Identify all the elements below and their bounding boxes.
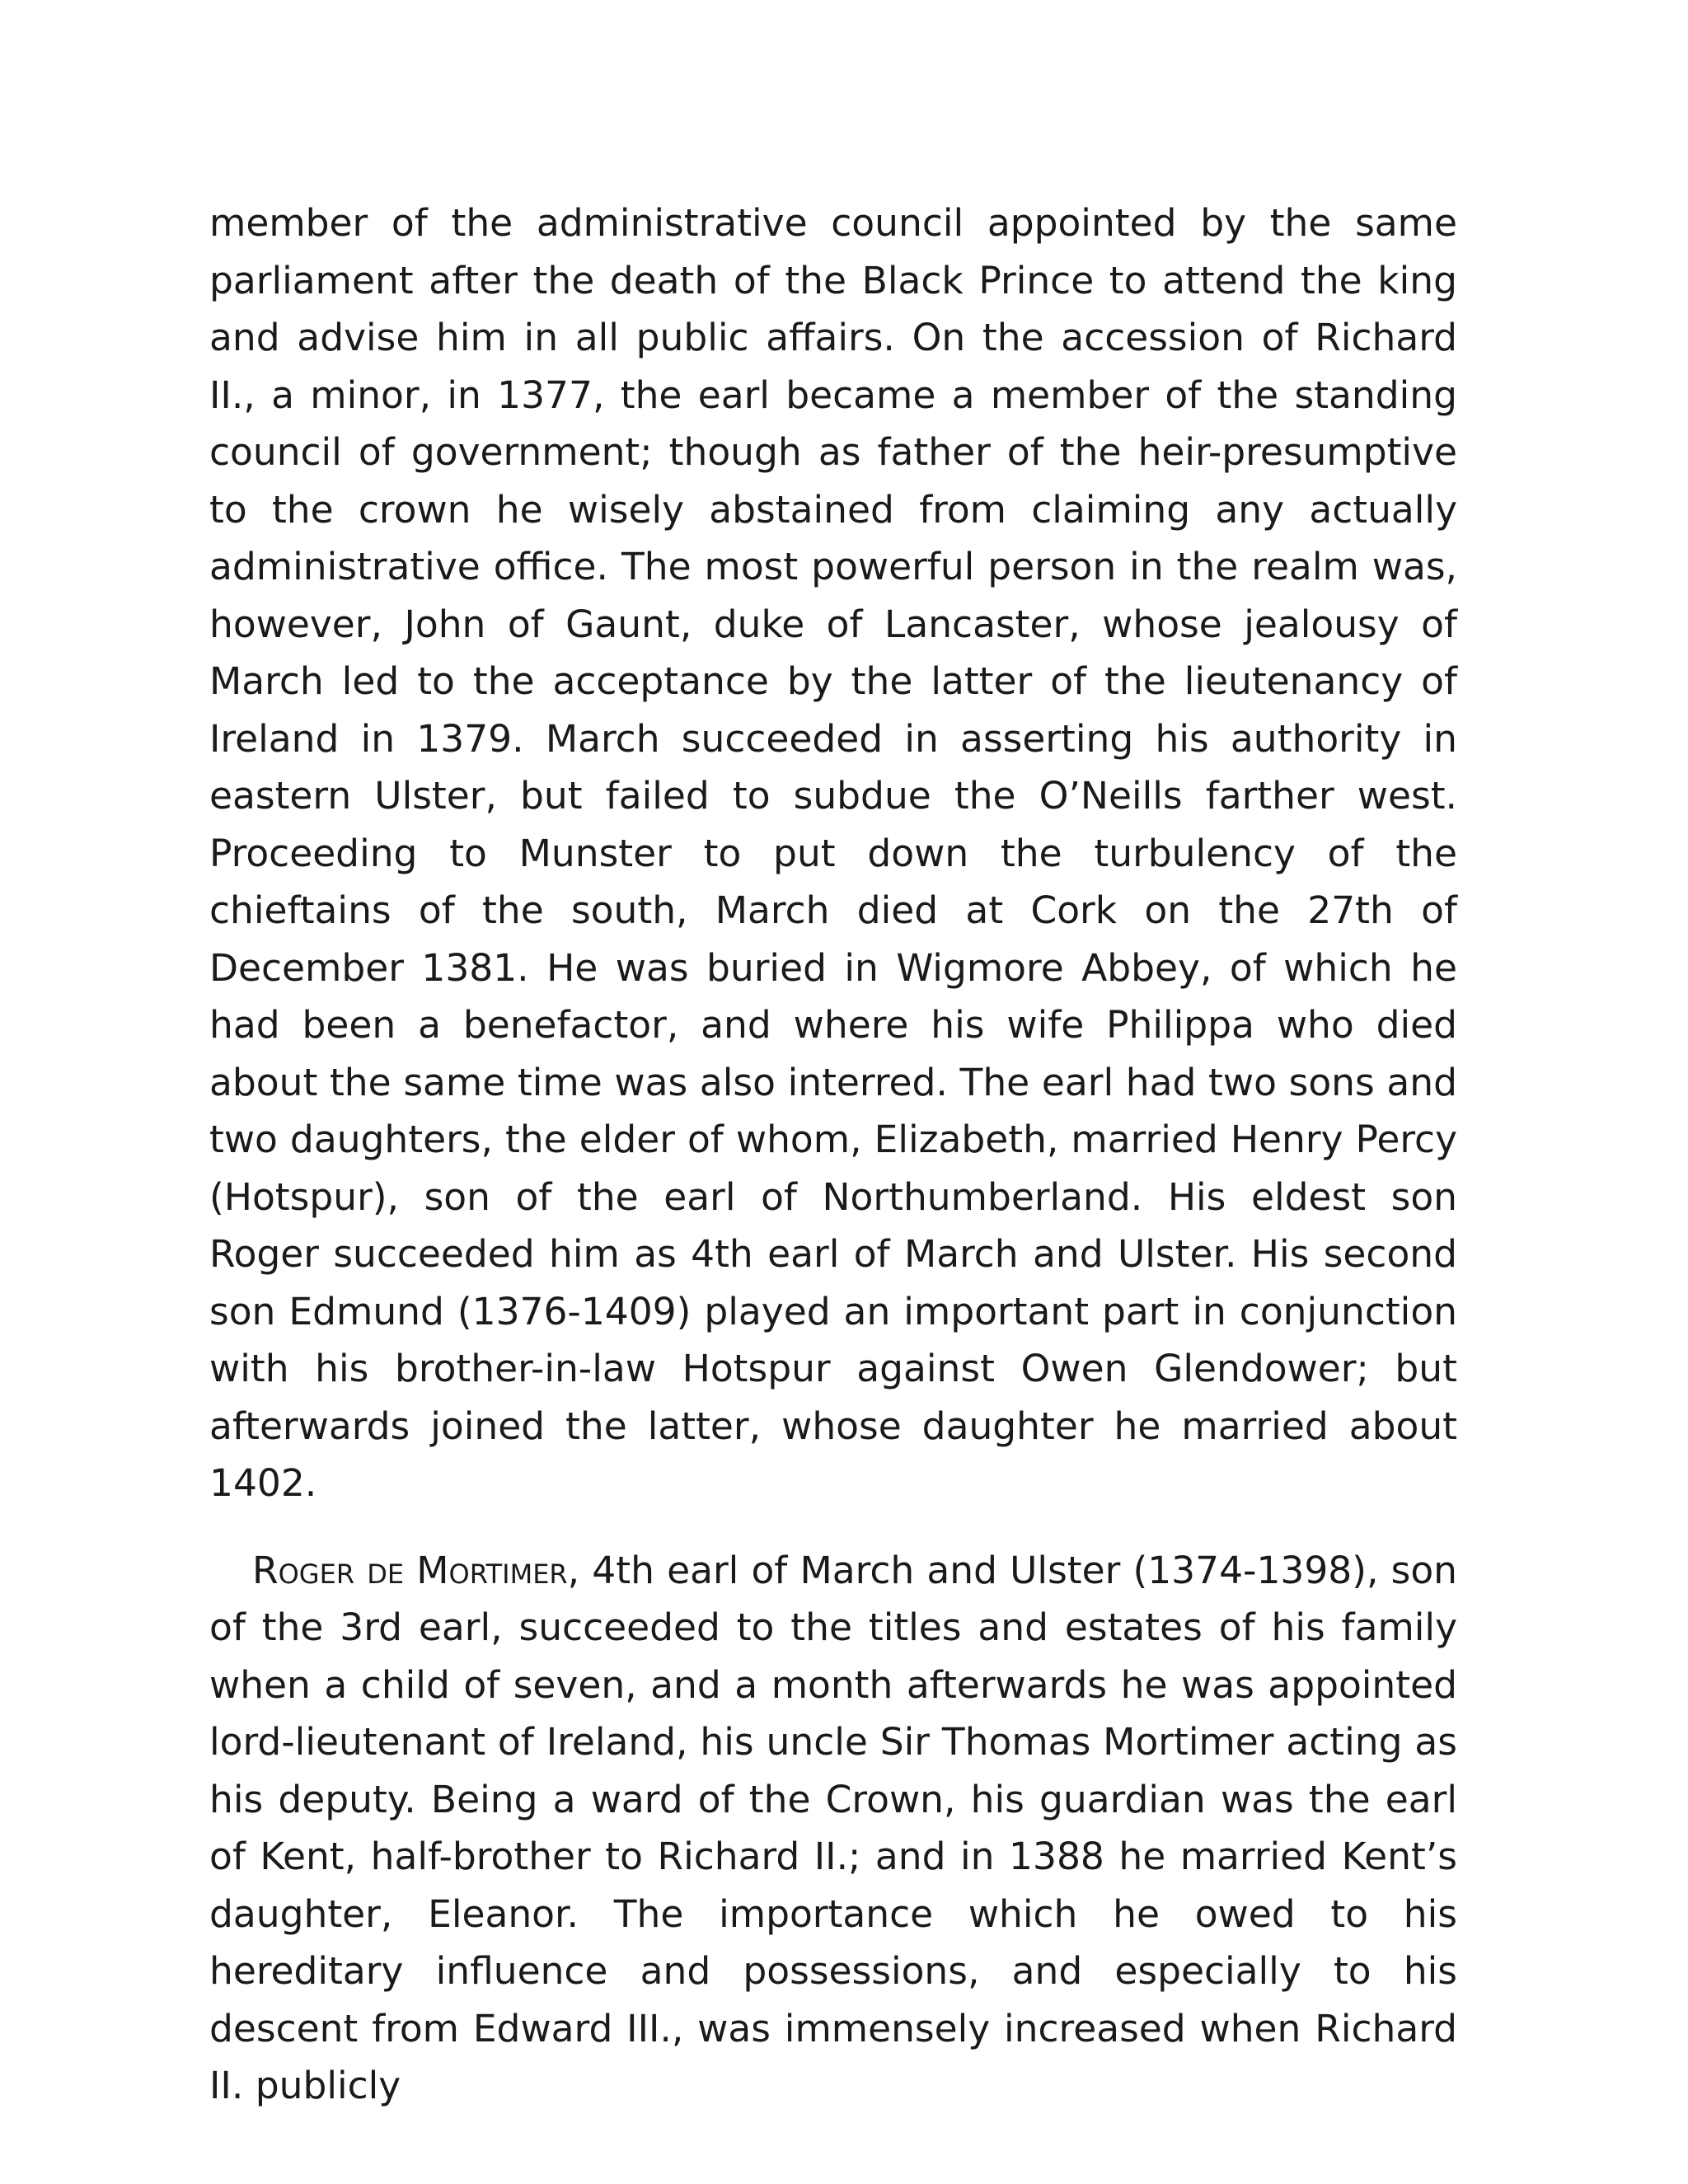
entry-heading: Roger de Mortimer <box>252 1548 568 1592</box>
paragraph-text: member of the administrative council appointed by the same parliament after the death of the Black Prince to attend the king and advise him in all public affairs. On the accession of Richard II., a minor, in 1377, the earl became a member of the standing council of government; though as father of the heir-presumptive to the crown he wisely abstained from claiming any actually administrative office. The most powerful person in the realm was, however, John of Gaunt, duke of Lancaster, whose jealousy of March led to the acceptance by the latter of the lieutenancy of Ireland in 1379. March succeeded in asserting his authority in eastern Ulster, but failed to subdue the O’Neills farther west. Proceeding to Munster to put down the turbulency of the chieftains of the south, March died at Cork on the 27th of December 1381. He was buried in Wigmore Abbey, of which he had been a benefactor, and where his wife Philippa who died about the same time was also interred. The earl had two sons and two daughters, the elder of whom, Elizabeth, married Henry Percy (Hotspur), son of the earl of Northumberland. His eldest son Roger succeeded him as 4th earl of March and Ulster. His second son Edmund (1376-1409) played an important part in conjunction with his brother-in-law Hotspur against Owen Glendower; but afterwards joined the latter, whose daughter he married about 1402. <box>209 201 1457 1505</box>
document-page <box>209 194 1457 2115</box>
paragraph-text: , 4th earl of March and Ulster (1374-1398), son of the 3rd earl, succeeded to the titles and estates of his family when a child of seven, and a month afterwards he was appointed lord-lieutenant of Ireland, his uncle Sir Thomas Mortimer acting as his deputy. Being a ward of the Crown, his guardian was the earl of Kent, half-brother to Richard II.; and in 1388 he married Kent’s daughter, Eleanor. The importance which he owed to his hereditary influence and possessions, and especially to his descent from Edward III., was immensely increased when Richard II. publicly <box>209 1548 1457 2107</box>
paragraph-edmund-mortimer-continued <box>209 194 1457 1512</box>
paragraph-roger-de-mortimer <box>209 1542 1457 2115</box>
